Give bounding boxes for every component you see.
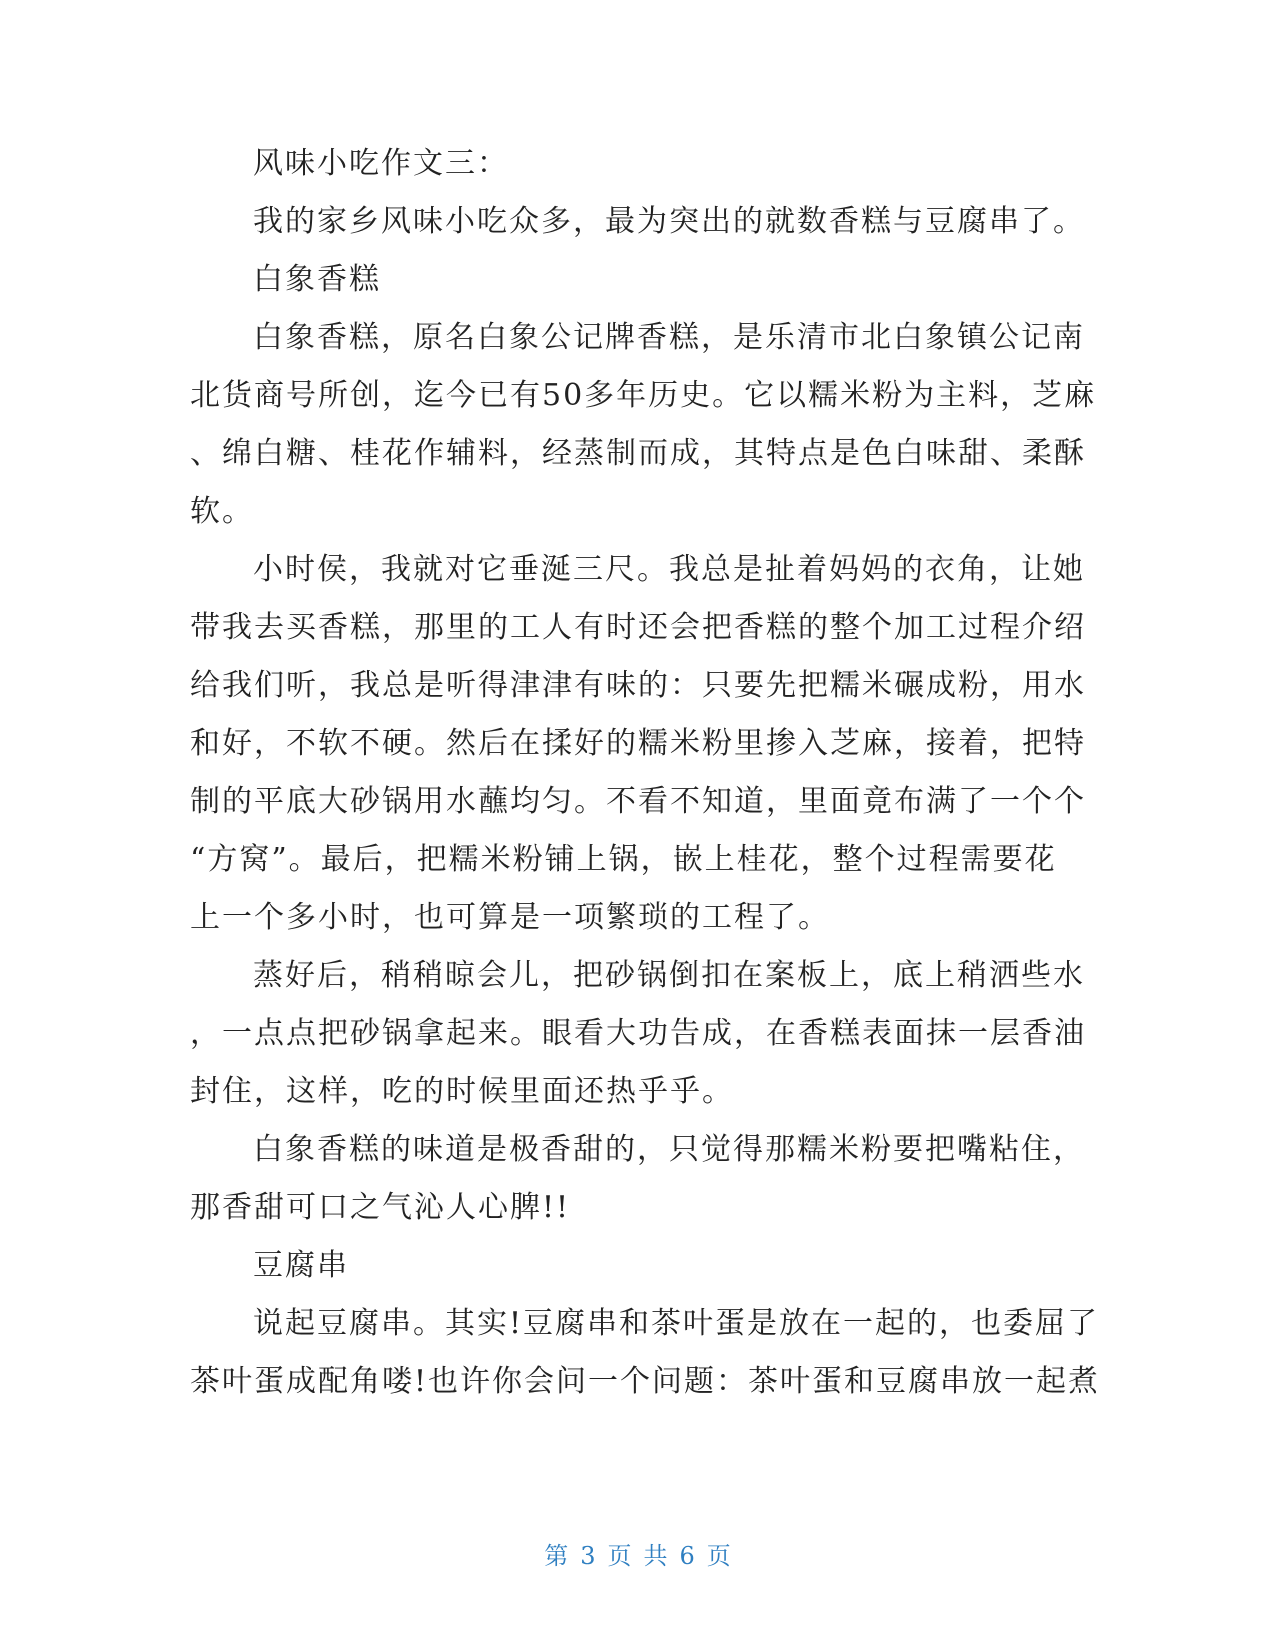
paragraph-line: 封住，这样，吃的时候里面还热乎乎。: [190, 1074, 734, 1109]
section-title: 风味小吃作文三：: [253, 146, 509, 181]
paragraph-line: 我的家乡风味小吃众多，最为突出的就数香糕与豆腐串了。: [253, 204, 1085, 239]
paragraph-line: 软。: [190, 494, 254, 529]
paragraph-line: “方窝”。最后，把糯米粉铺上锅，嵌上桂花，整个过程需要花: [190, 842, 1057, 877]
paragraph-line: ，一点点把砂锅拿起来。眼看大功告成，在香糕表面抹一层香油: [190, 1016, 1086, 1051]
footer-total-pages: 6: [679, 1542, 695, 1570]
subheading-baixiang-xianggao: 白象香糕: [253, 262, 381, 297]
paragraph-line: 小时侯，我就对它垂涎三尺。我总是扯着妈妈的衣角，让她: [253, 552, 1085, 587]
paragraph-line: 说起豆腐串。其实!豆腐串和茶叶蛋是放在一起的，也委屈了: [253, 1306, 1100, 1341]
paragraph-line: 制的平底大砂锅用水蘸均匀。不看不知道，里面竟布满了一个个: [190, 784, 1086, 819]
subheading-doufu-chuan: 豆腐串: [253, 1248, 349, 1283]
footer-current-page: 3: [580, 1542, 596, 1570]
footer-page-word: 页: [607, 1542, 632, 1570]
paragraph-line: 带我去买香糕，那里的工人有时还会把香糕的整个加工过程介绍: [190, 610, 1086, 645]
paragraph-line: 和好，不软不硬。然后在揉好的糯米粉里掺入芝麻，接着，把特: [190, 726, 1086, 761]
paragraph-line: 那香甜可口之气沁人心脾!!: [190, 1190, 571, 1225]
paragraph-line: 上一个多小时，也可算是一项繁琐的工程了。: [190, 900, 830, 935]
page-footer: [0, 1540, 1275, 1572]
paragraph-line: 白象香糕，原名白象公记牌香糕，是乐清市北白象镇公记南: [253, 320, 1085, 355]
footer-suffix: 页: [706, 1542, 731, 1570]
footer-prefix: 第: [544, 1542, 569, 1570]
paragraph-line: 白象香糕的味道是极香甜的，只觉得那糯米粉要把嘴粘住，: [253, 1132, 1085, 1167]
paragraph-line: 、绵白糖、桂花作辅料，经蒸制而成，其特点是色白味甜、柔酥: [190, 436, 1086, 471]
paragraph-line: 北货商号所创，迄今已有50多年历史。它以糯米粉为主料，芝麻: [190, 378, 1097, 413]
footer-total-prefix: 共: [643, 1542, 668, 1570]
paragraph-line: 蒸好后，稍稍晾会儿，把砂锅倒扣在案板上，底上稍洒些水: [253, 958, 1085, 993]
paragraph-line: 茶叶蛋成配角喽!也许你会问一个问题：茶叶蛋和豆腐串放一起煮: [190, 1364, 1101, 1399]
paragraph-line: 给我们听，我总是听得津津有味的：只要先把糯米碾成粉，用水: [190, 668, 1086, 703]
